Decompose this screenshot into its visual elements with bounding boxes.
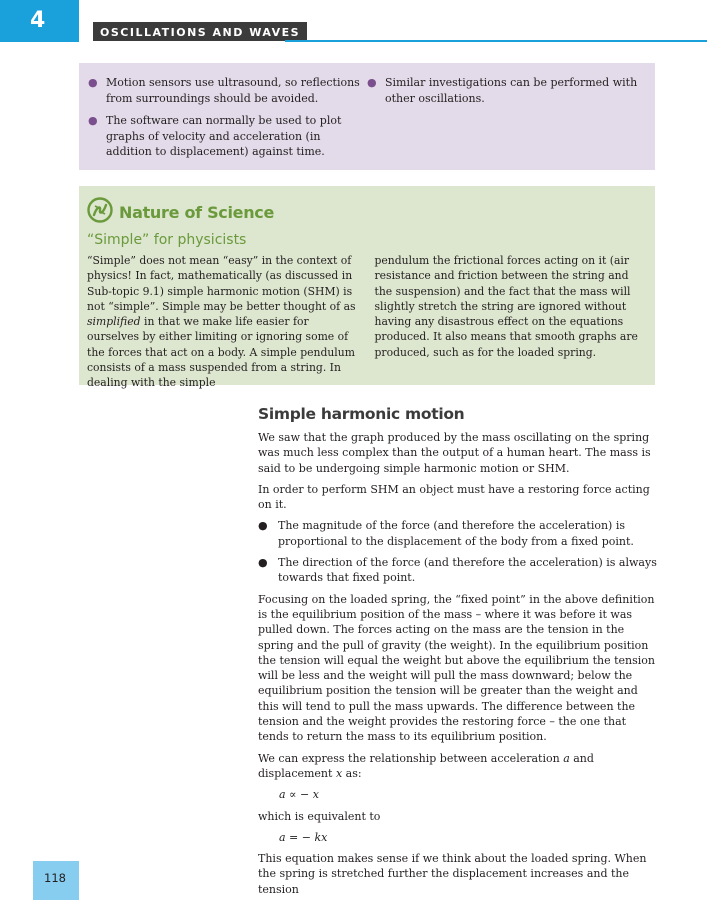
- equation-proportional: a ∝ − x: [279, 788, 319, 802]
- bullet-icon: ●: [258, 556, 268, 570]
- paragraph: We can express the relationship between acceleration a and displacement x as:: [258, 751, 594, 780]
- list-item: ● The direction of the force (and therefore the acceleration) is always towards that fixed point.: [258, 556, 657, 585]
- section-heading: Simple harmonic motion: [258, 405, 465, 423]
- chapter-title: OSCILLATIONS AND WAVES: [93, 22, 307, 41]
- paragraph: Focusing on the loaded spring, the “fixed point” in the above definition is the equilibrium position of the mass – where it was before it was pulled down. The forces acting on the mass are the tension in the spring and the pull of gravity (the weight). In the equilibrium position the tension will equal the weight but above the equilibrium the tension will be less and the weight will pull the mass downward; below the equilibrium position the tension will be greater than the weight and this will tend to pull the mass upwards. The difference between the tension and the weight provides the restoring force – the one that tends to return the mass to its equilibrium position.: [258, 592, 655, 744]
- main-section: [258, 404, 658, 900]
- nature-of-science-box: [79, 186, 655, 390]
- emphasis-text: simplified: [87, 315, 141, 329]
- investigation-notes-box: [79, 63, 655, 170]
- bullet-icon: ●: [88, 114, 98, 127]
- paragraph: This equation makes sense if we think about the loaded spring. When the spring is stretched further the displacement increases and the tension: [258, 852, 647, 896]
- paragraph: In order to perform SHM an object must have a restoring force acting on it.: [258, 482, 650, 512]
- nature-of-science-col-1: “Simple” does not mean “easy” in the context of physics! In fact, mathematically (as discussed in Sub-topic 9.1) simple harmonic motion (SHM) is not “simple”. Simple may be better thought of as simplified in that we make life easier for ourselves by either limiting or ignoring some of the forces that act on a body. A simple pendulum consists of a mass suspended from a string. In dealing with the simple: [87, 254, 356, 390]
- list-item: ● The software can normally be used to plot graphs of velocity and acceleration (in addition to displacement) against time.: [88, 114, 342, 158]
- list-item: ● Motion sensors use ultrasound, so reflections from surroundings should be avoided.: [88, 76, 360, 105]
- nature-of-science-icon: [87, 197, 113, 227]
- nature-of-science-subtitle: “Simple” for physicists: [87, 232, 247, 248]
- bullet-icon: ●: [88, 76, 98, 89]
- list-item: ● The magnitude of the force (and therefore the acceleration) is proportional to the displacement of the body from a fixed point.: [258, 519, 634, 548]
- nature-of-science-col-2: pendulum the frictional forces acting on it (air resistance and friction between the string and the suspension) and the fact that the mass will slightly stretch the string are ignored without having any disastrous effect on the equations produced. It also means that smooth graphs are produced, such as for the loaded spring.: [374, 254, 638, 359]
- header-rule: [285, 40, 707, 42]
- chapter-number: 4: [0, 0, 79, 42]
- notes-right-column: [367, 75, 641, 170]
- bullet-icon: ●: [258, 519, 268, 533]
- shm-conditions-list: [258, 518, 658, 585]
- page-number: 118: [33, 861, 79, 900]
- equation-shm: a = − kx: [279, 830, 328, 844]
- paragraph: which is equivalent to: [258, 809, 381, 823]
- notes-left-column: [88, 75, 362, 170]
- nature-of-science-title: Nature of Science: [119, 202, 275, 222]
- list-item: ● Similar investigations can be performed with other oscillations.: [367, 76, 638, 105]
- paragraph: We saw that the graph produced by the mass oscillating on the spring was much less complex than the output of a human heart. The mass is said to be undergoing simple harmonic motion or SHM.: [258, 431, 651, 475]
- nature-of-science-heading: [87, 198, 647, 226]
- bullet-icon: ●: [367, 76, 377, 89]
